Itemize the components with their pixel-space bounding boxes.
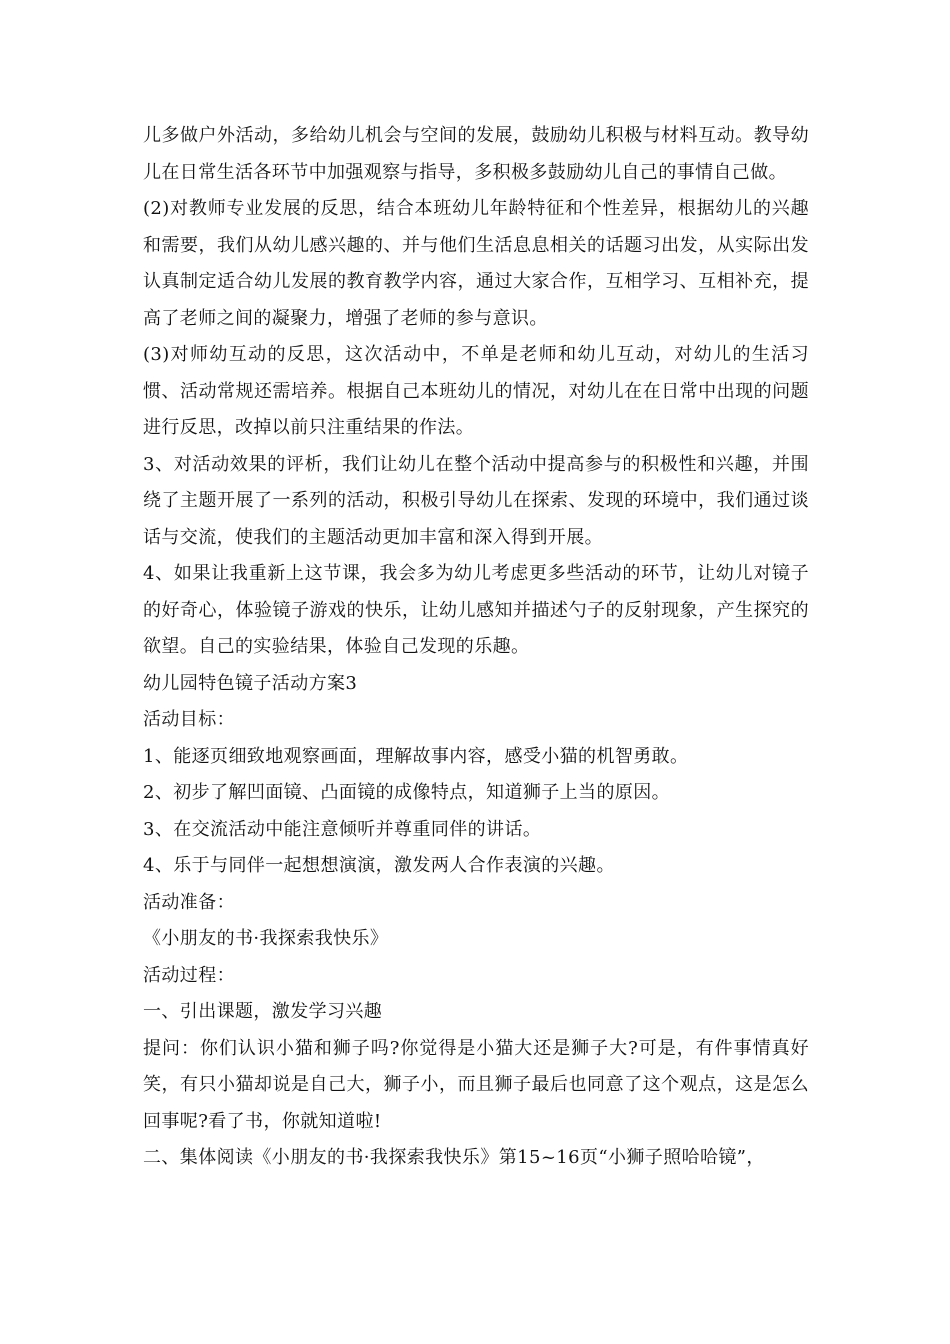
goal-item: 2、初步了解凹面镜、凸面镜的成像特点，知道狮子上当的原因。 [143, 782, 671, 803]
goal-item: 3、在交流活动中能注意倾听并尊重同伴的讲话。 [143, 818, 542, 840]
preparation-book: 《小朋友的书·我探索我快乐》 [143, 928, 389, 949]
document-body [143, 118, 809, 1177]
paragraph-redo-lesson: 4、如果让我重新上这节课，我会多为幼儿考虑更多些活动的环节，让幼儿对镜子的好奇心，体验镜子游戏的快乐，让幼儿感知并描述勺子的反射现象，产生探究的欲望。自己的实验结果，体验自己发现的乐趣。 [143, 563, 809, 657]
paragraph-questions: 提问：你们认识小猫和狮子吗?你觉得是小猫大还是狮子大?可是，有件事情真好笑，有只小猫却说是自己大，狮子小，而且狮子最后也同意了这个观点，这是怎么回事呢?看了书，你就知道啦! [143, 1037, 809, 1132]
paragraph-interaction-reflection: (3)对师幼互动的反思，这次活动中，不单是老师和幼儿互动，对幼儿的生活习惯、活动常规还需培养。根据自己本班幼儿的情况，对幼儿在在日常中出现的问题进行反思，改掉以前只注重结果的作法。 [143, 344, 809, 438]
paragraph-effect-evaluation: 3、对活动效果的评析，我们让幼儿在整个活动中提高参与的积极性和兴趣，并围绕了主题开展了一系列的活动，积极引导幼儿在探索、发现的环境中，我们通过谈话与交流，使我们的主题活动更加丰富和深入得到开展。 [143, 453, 809, 548]
heading-activity-goals: 活动目标： [143, 709, 235, 730]
goal-item: 1、能逐页细致地观察画面，理解故事内容，感受小猫的机智勇敢。 [143, 745, 689, 767]
heading-activity-preparation: 活动准备： [143, 891, 235, 913]
heading-activity-process: 活动过程： [143, 964, 235, 986]
section-heading-plan-3: 幼儿园特色镜子活动方案3 [143, 672, 358, 694]
process-step-heading: 一、引出课题，激发学习兴趣 [143, 1001, 383, 1022]
process-step-heading: 二、集体阅读《小朋友的书·我探索我快乐》第15~16页“小狮子照哈哈镜”， [143, 1147, 765, 1168]
goal-item: 4、乐于与同伴一起想想演演，激发两人合作表演的兴趣。 [143, 855, 615, 876]
paragraph-outdoor-activities: 儿多做户外活动，多给幼儿机会与空间的发展，鼓励幼儿积极与材料互动。教导幼儿在日常生活各环节中加强观察与指导，多积极多鼓励幼儿自己的事情自己做。 [143, 125, 809, 183]
paragraph-teacher-reflection: (2)对教师专业发展的反思，结合本班幼儿年龄特征和个性差异，根据幼儿的兴趣和需要，我们从幼儿感兴趣的、并与他们生活息息相关的话题习出发，从实际出发认真制定适合幼儿发展的教育教学内容，通过大家合作，互相学习、互相补充，提高了老师之间的凝聚力，增强了老师的参与意识。 [143, 198, 809, 329]
